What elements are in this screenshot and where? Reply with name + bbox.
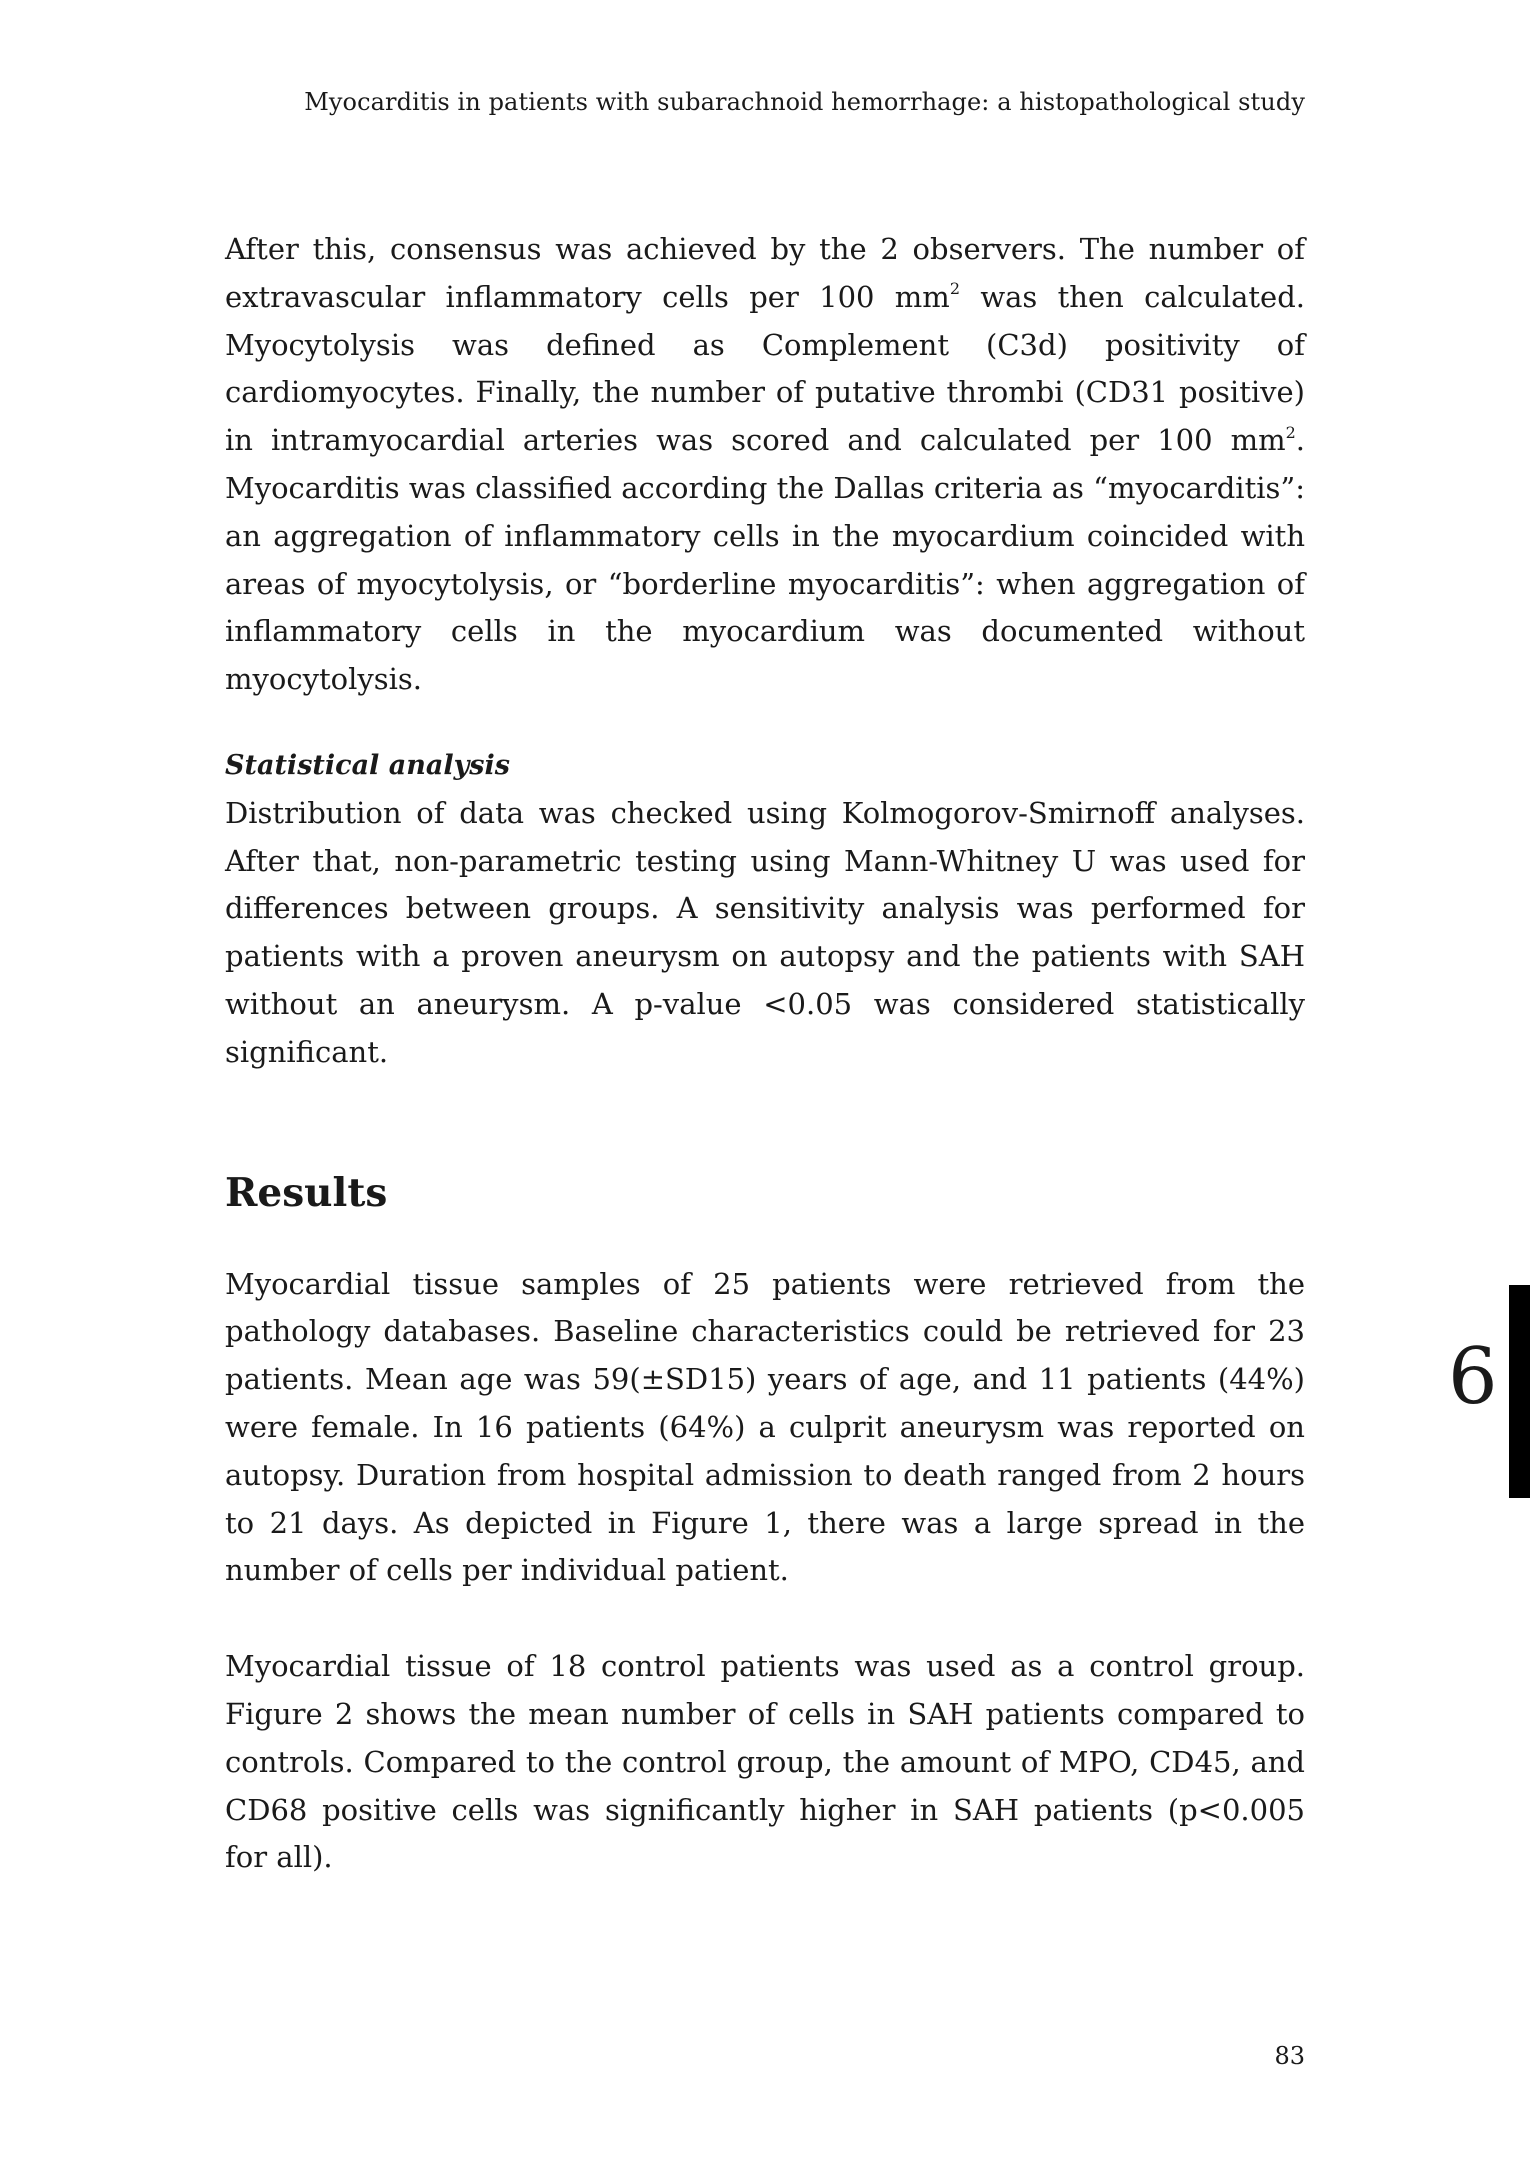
superscript-squared: 2 <box>949 279 960 299</box>
methods-paragraph <box>225 226 1305 704</box>
page-number: 83 <box>1274 2042 1305 2070</box>
statistical-analysis-paragraph: Distribution of data was checked using Kolmogorov-Smirnoff analyses. After that, non-parametric testing using Mann-Whitney U was used for differences between groups. A sensitivity analysis was performed for patients with a proven aneurysm on autopsy and the patients with SAH without an aneurysm. A p-value <0.05 was considered statistically significant. <box>225 795 1305 1069</box>
page-body <box>225 226 1305 1882</box>
methods-text-part-2: was then calculated. Myocytolysis was defined as Complement (C3d) positivity of cardiomyocytes. Finally, the number of putative thrombi (CD31 positive) in intramyocardial arteries was scored and calculated per 100 mm <box>225 279 1305 458</box>
methods-text-part-1: After this, consensus was achieved by the 2 observers. The number of extravascular inflammatory cells per 100 mm <box>225 232 1305 314</box>
statistical-analysis-heading: Statistical analysis <box>225 749 510 781</box>
chapter-tab-marker <box>1509 1285 1530 1498</box>
chapter-number: 6 <box>1448 1332 1498 1422</box>
methods-text-part-3: . Myocarditis was classified according the Dallas criteria as “myocarditis”: an aggregation of inflammatory cells in the myocardium coincided with areas of myocytolysis, or “borderline myocarditis”: when aggregation of inflammatory cells in the myocardium was documented without myocytolysis. <box>225 423 1305 697</box>
results-paragraph-1: Myocardial tissue samples of 25 patients were retrieved from the pathology databases. Baseline characteristics could be retrieved for 23 patients. Mean age was 59(±SD15) years of age, and 11 patients (44%) were female. In 16 patients (64%) a culprit aneurysm was reported on autopsy. Duration from hospital admission to death ranged from 2 hours to 21 days. As depicted in Figure 1, there was a large spread in the number of cells per individual patient. <box>225 1266 1305 1588</box>
results-paragraph-2: Myocardial tissue of 18 control patients was used as a control group. Figure 2 shows the mean number of cells in SAH patients compared to controls. Compared to the control group, the amount of MPO, CD45, and CD68 positive cells was significantly higher in SAH patients (p<0.005 for all). <box>225 1649 1305 1875</box>
superscript-squared: 2 <box>1285 422 1296 442</box>
results-heading: Results <box>225 1169 388 1216</box>
running-header: Myocarditis in patients with subarachnoid hemorrhage: a histopathological study <box>304 88 1305 116</box>
